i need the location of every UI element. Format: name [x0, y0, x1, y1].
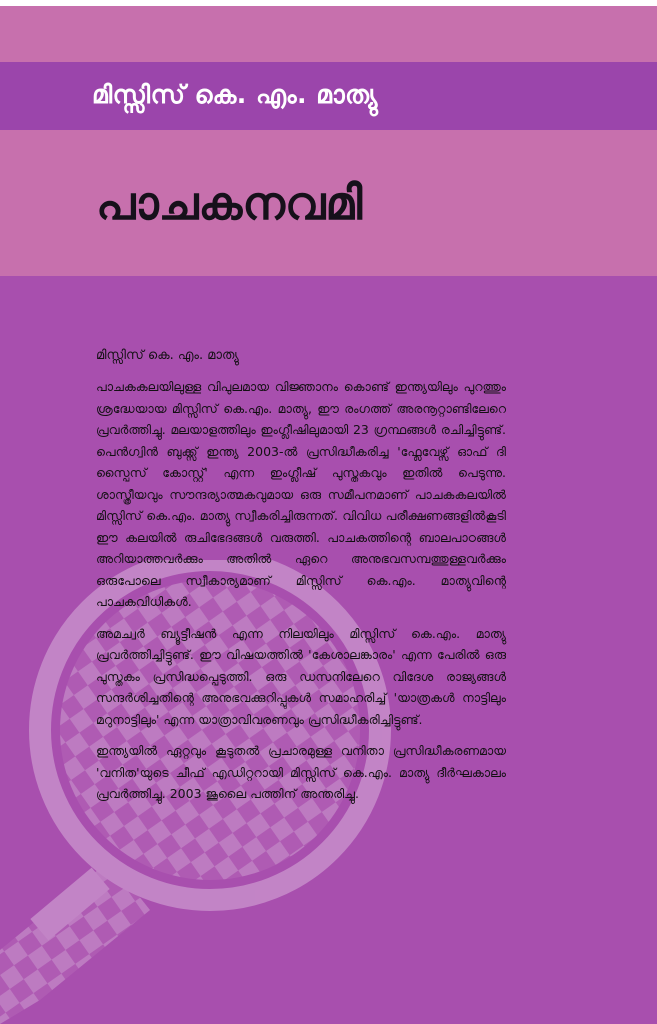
top-pink-band: [0, 6, 657, 62]
biography-paragraph-1: പാചകകലയിലുള്ള വിപുലമായ വിജ്ഞാനം കൊണ്ട് ഇന്ത്യയിലും പുറത്തും ശ്രദ്ധേയായ മിസ്സിസ് കെ.എം. മാത്യു, ഈ രംഗത്ത് അരനൂറ്റാണ്ടിലേറെ പ്രവർത്തിച്ചു. മലയാളത്തിലും ഇംഗ്ലീഷിലുമായി 23 ഗ്രന്ഥങ്ങൾ രചിച്ചിട്ടുണ്ട്. പെൻഗ്വിൻ ബുക്ക്സ് ഇന്ത്യ 2003-ൽ പ്രസിദ്ധീകരിച്ച 'ഫ്ലേവേഴ്സ് ഓഫ് ദി സ്പൈസ് കോസ്റ്റ്' എന്ന ഇംഗ്ലീഷ് പുസ്തകവും ഇതിൽ പെടുന്നു. ശാസ്ത്രീയവും സൗന്ദര്യാത്മകവുമായ ഒരു സമീപനമാണ് പാചകകലയിൽ മിസ്സിസ് കെ.എം. മാത്യു സ്വീകരിച്ചിരുന്നത്. വിവിധ പരീക്ഷണങ്ങളിൽകൂടി ഈ കലയിൽ രുചിഭേദങ്ങൾ വരുത്തി. പാചകത്തിന്റെ ബാലപാഠങ്ങൾ അറിയാത്തവർക്കും അതിൽ ഏറെ അനുഭവസമ്പത്തുള്ളവർക്കും ഒരുപോലെ സ്വീകാര്യമാണ് മിസ്സിസ് കെ.എം. മാത്യുവിന്റെ പാചകവിധികൾ.: [96, 379, 506, 609]
biography-paragraph-2: അമച്വർ ബ്യൂട്ടീഷൻ എന്ന നിലയിലും മിസ്സിസ് കെ.എം. മാത്യു പ്രവർത്തിച്ചിട്ടുണ്ട്. ഈ വിഷയത്തിൽ 'കേശാലങ്കാരം' എന്ന പേരിൽ ഒരു പുസ്തകം പ്രസിദ്ധപ്പെടുത്തി. ഒരു ഡസനിലേറെ വിദേശ രാജ്യങ്ങൾ സന്ദർശിച്ചതിന്റെ അനുഭവക്കുറിപ്പുകൾ സമാഹരിച്ച് 'യാത്രകൾ നാട്ടിലും മറുനാട്ടിലും' എന്ന യാത്രാവിവരണവും പ്രസിദ്ധീകരിച്ചിട്ടുണ്ട്.: [96, 625, 506, 727]
biography-heading: മിസ്സിസ് കെ. എം. മാത്യു: [96, 348, 239, 363]
author-biography: [96, 346, 506, 815]
author-name: മിസ്സിസ് കെ. എം. മാത്യു: [92, 80, 378, 109]
biography-paragraph-3: ഇന്ത്യയിൽ ഏറ്റവും കൂടുതൽ പ്രചാരമുള്ള വനിതാ പ്രസിദ്ധീകരണമായ 'വനിത'യുടെ ചീഫ് എഡിറ്ററായി മിസ്സിസ് കെ.എം. മാത്യു ദീർഘകാലം പ്രവർത്തിച്ചു. 2003 ജൂലൈ പത്തിന് അന്തരിച്ചു.: [96, 743, 506, 801]
book-title: പാചകനവമി: [96, 176, 363, 230]
